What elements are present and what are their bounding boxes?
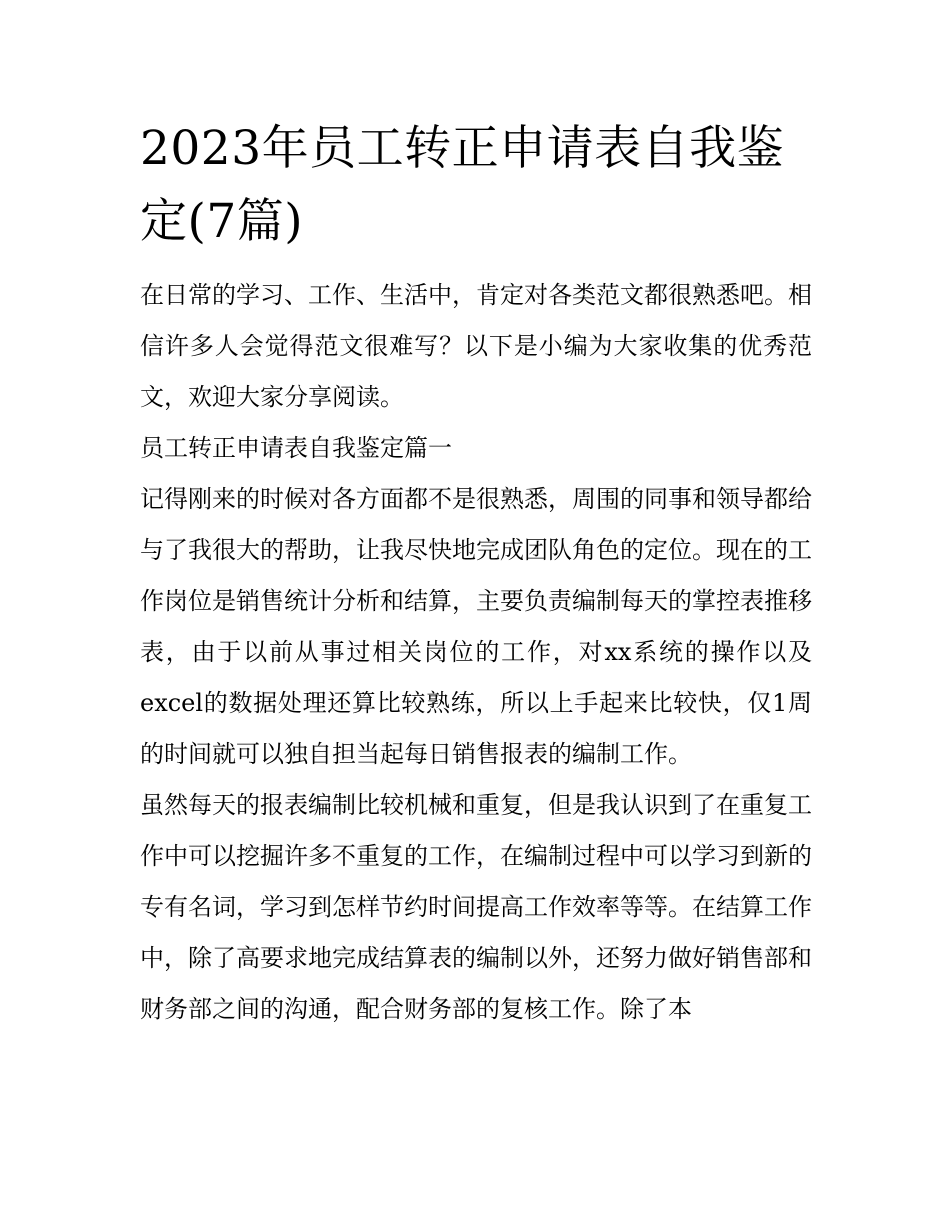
title-line-2: 定(7篇) — [140, 194, 304, 249]
body-paragraph-1: 记得刚来的时候对各方面都不是很熟悉，周围的同事和领导都给与了我很大的帮助，让我尽快地完成团队角色的定位。现在的工作岗位是销售统计分析和结算，主要负责编制每天的掌控表推移表，由于以前从事过相关岗位的工作，对xx系统的操作以及excel的数据处理还算比较熟练，所以上手起来比较快，仅1周的时间就可以独自担当起每日销售报表的编制工作。 — [140, 485, 812, 768]
title-line-1: 2023年员工转正申请表自我鉴 — [140, 121, 785, 176]
body-paragraph-2: 虽然每天的报表编制比较机械和重复，但是我认识到了在重复工作中可以挖掘许多不重复的工作，在编制过程中可以学习到新的专有名词，学习到怎样节约时间提高工作效率等等。在结算工作中，除了高要求地完成结算表的编制以外，还努力做好销售部和财务部之间的沟通，配合财务部的复核工作。除了本 — [140, 791, 812, 1023]
document-content — [140, 112, 812, 1035]
intro-paragraph: 在日常的学习、工作、生活中，肯定对各类范文都很熟悉吧。相信许多人会觉得范文很难写？以下是小编为大家收集的优秀范文，欢迎大家分享阅读。 — [140, 281, 812, 411]
document-title — [140, 112, 812, 258]
document-body — [140, 270, 812, 1035]
section-heading: 员工转正申请表自我鉴定篇一 — [140, 434, 452, 462]
